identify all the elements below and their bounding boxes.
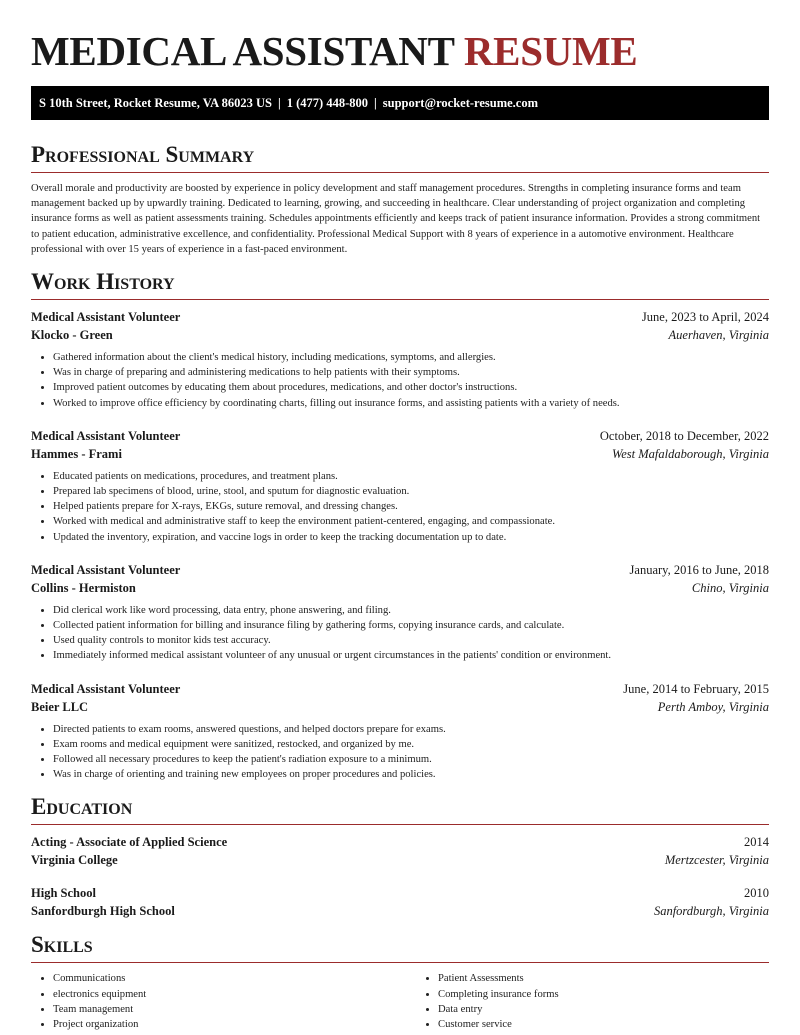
job-bullets (31, 350, 769, 411)
job-entry (31, 680, 769, 783)
title-accent: RESUME (463, 28, 638, 74)
job-header-row (31, 680, 769, 698)
contact-separator: | (277, 96, 281, 110)
contact-phone: 1 (477) 448-800 (286, 96, 368, 110)
skill-item: • electronics equipment (53, 987, 416, 1002)
education-section (31, 794, 769, 920)
section-divider (31, 299, 769, 300)
education-year: 2010 (744, 886, 769, 901)
education-school-row (31, 902, 769, 920)
skill-item: • Customer service (438, 1017, 800, 1032)
skill-item: • Data entry (438, 1002, 800, 1017)
resume-title (31, 28, 769, 74)
contact-address: S 10th Street, Rocket Resume, VA 86023 US (39, 96, 272, 110)
section-heading-education: Education (31, 794, 133, 820)
job-dates: January, 2016 to June, 2018 (629, 562, 769, 577)
education-header-row (31, 884, 769, 902)
job-bullets (31, 722, 769, 783)
skill-item: • Communications (53, 971, 416, 986)
list-item: • Immediately informed medical assistant volunteer of any unusual or urgent circumstances in the patients' condition or environment. (53, 648, 769, 663)
job-company: Hammes - Frami (31, 446, 122, 461)
list-item: • Gathered information about the client's medical history, including medications, symptoms, and allergies. (53, 350, 769, 365)
title-main: MEDICAL ASSISTANT (31, 28, 454, 74)
job-company-row (31, 326, 769, 344)
job-header-row (31, 427, 769, 445)
section-divider (31, 172, 769, 173)
summary-section (31, 142, 769, 257)
list-item: • Collected patient information for billing and insurance filing by gathering forms, copying insurance cards, and calculate. (53, 618, 769, 633)
job-entry (31, 427, 769, 545)
section-divider (31, 962, 769, 963)
skill-item: • Team management (53, 1002, 416, 1017)
job-company-row (31, 698, 769, 716)
skill-item: • Project organization (53, 1017, 416, 1032)
education-year: 2014 (744, 835, 769, 850)
list-item: • Worked with medical and administrative staff to keep the environment patient-centered, engaging, and compassionate. (53, 514, 769, 529)
summary-text: Overall morale and productivity are boosted by experience in policy development and staff management procedures. Strengths in completing insurance forms and team management backed up by upwardly training. Dedicated to learning, growing, and succeeding in healthcare. Clear understanding of project organization and completing insurance forms as well as patient assessments training. Schedules appointments efficiently and keeps track of patient insurance information. Provides a strong commitment to patient education, administrative excellence, and confidentiality. Professional Medical Support with 8 years of experience in a automotive environment. Healthcare professional with over 15 years of experience in a fast-paced environment. (31, 183, 761, 255)
list-item: • Used quality controls to monitor kids test accuracy. (53, 633, 769, 648)
list-item: • Prepared lab specimens of blood, urine, stool, and sputum for diagnostic evaluation. (53, 484, 769, 499)
list-item: • Exam rooms and medical equipment were sanitized, restocked, and organized by me. (53, 737, 769, 752)
job-header-row (31, 308, 769, 326)
skills-columns (31, 971, 769, 1032)
skills-list-left (31, 971, 416, 1032)
section-heading-skills: Skills (31, 932, 93, 958)
job-company: Beier LLC (31, 699, 89, 714)
list-item: • Worked to improve office efficiency by coordinating charts, filling out insurance forms, and assisting patients with a variety of needs. (53, 396, 769, 411)
education-school: Virginia College (31, 853, 118, 868)
list-item: • Educated patients on medications, procedures, and treatment plans. (53, 469, 769, 484)
job-title: Medical Assistant Volunteer (31, 310, 181, 325)
job-title: Medical Assistant Volunteer (31, 562, 181, 577)
job-header-row (31, 561, 769, 579)
education-school-row (31, 851, 769, 869)
list-item: • Updated the inventory, expiration, and vaccine logs in order to keep the tracking documentation up to date. (53, 530, 769, 545)
education-entry (31, 884, 769, 920)
skills-list-right (416, 971, 800, 1032)
contact-separator: | (374, 96, 377, 110)
resume-page (31, 0, 769, 1032)
work-section (31, 269, 769, 782)
job-company-row (31, 445, 769, 463)
job-title: Medical Assistant Volunteer (31, 428, 181, 443)
job-company-row (31, 579, 769, 597)
skill-item: • Patient Assessments (438, 971, 800, 986)
list-item: • Was in charge of preparing and administering medications to help patients with their symptoms. (53, 365, 769, 380)
list-item: • Did clerical work like word processing, data entry, phone answering, and filing. (53, 603, 769, 618)
education-location: Mertzcester, Virginia (664, 853, 769, 868)
education-school: Sanfordburgh High School (31, 904, 175, 919)
job-location: West Mafaldaborough, Virginia (611, 446, 769, 461)
list-item: • Followed all necessary procedures to keep the patient's radiation exposure to a minimum. (53, 752, 769, 767)
list-item: • Directed patients to exam rooms, answered questions, and helped doctors prepare for exams. (53, 722, 769, 737)
job-dates: October, 2018 to December, 2022 (599, 428, 769, 443)
job-location: Auerhaven, Virginia (668, 328, 769, 343)
skills-section (31, 932, 769, 1032)
list-item: • Was in charge of orienting and training new employees on proper procedures and policies. (53, 767, 769, 782)
job-location: Perth Amboy, Virginia (657, 699, 769, 714)
job-company: Collins - Hermiston (31, 580, 136, 595)
section-heading-work: Work History (31, 269, 175, 295)
skill-item: • Completing insurance forms (438, 987, 800, 1002)
job-bullets (31, 469, 769, 545)
education-header-row (31, 833, 769, 851)
section-divider (31, 824, 769, 825)
list-item: • Helped patients prepare for X-rays, EKGs, suture removal, and dressing changes. (53, 499, 769, 514)
job-entry (31, 561, 769, 664)
job-bullets (31, 603, 769, 664)
contact-bar (31, 86, 769, 120)
education-entry (31, 833, 769, 869)
contact-email[interactable]: support@rocket-resume.com (382, 96, 539, 110)
section-heading-summary: Professional Summary (31, 142, 255, 167)
job-company: Klocko - Green (31, 328, 113, 343)
job-dates: June, 2023 to April, 2024 (641, 310, 769, 325)
job-dates: June, 2014 to February, 2015 (623, 681, 769, 696)
education-degree: High School (31, 886, 96, 901)
job-title: Medical Assistant Volunteer (31, 681, 181, 696)
job-entry (31, 308, 769, 411)
job-location: Chino, Virginia (691, 580, 769, 595)
education-degree: Acting - Associate of Applied Science (31, 835, 228, 850)
education-location: Sanfordburgh, Virginia (653, 904, 769, 919)
list-item: • Improved patient outcomes by educating them about procedures, medications, and other doctor's instructions. (53, 380, 769, 395)
